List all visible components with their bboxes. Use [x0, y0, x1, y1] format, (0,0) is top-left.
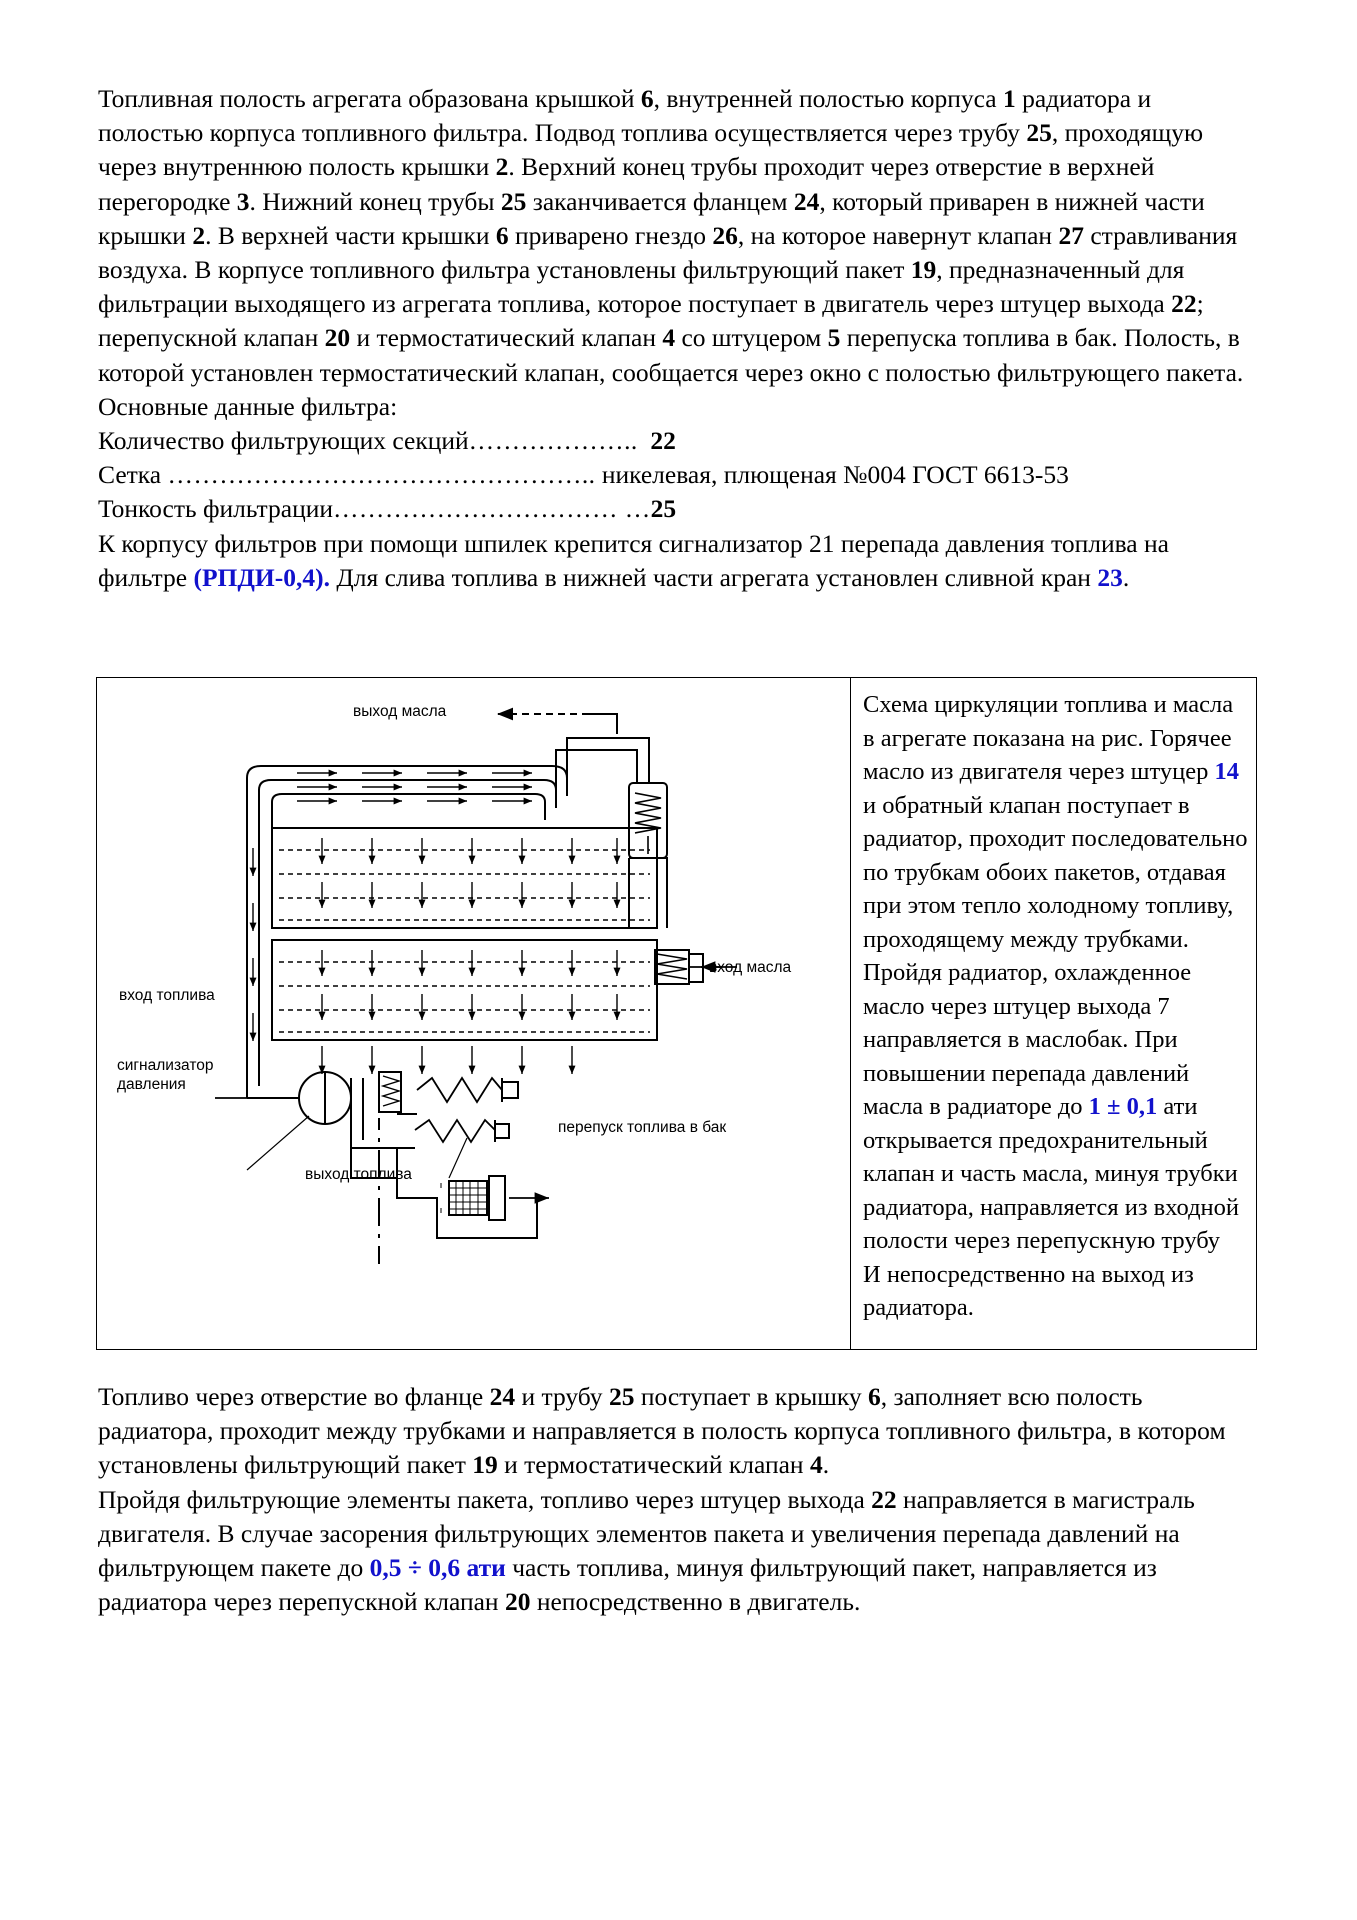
- bp-ref-20: 20: [504, 1587, 531, 1617]
- spec-row-1: [98, 424, 1258, 458]
- caption-part-4: И непосредственно на выход из радиатора.: [863, 1260, 1194, 1321]
- bottom-paragraph-1: [98, 1380, 1258, 1483]
- pressure-signaller-label: [117, 1056, 214, 1094]
- bp-ref-25: 25: [608, 1382, 635, 1411]
- bp-seg5: и термостатический клапан: [497, 1450, 810, 1480]
- top-text-block: [98, 82, 1258, 595]
- closing-text-b: Для слива топлива в нижней части агрегата установлен сливной кран: [329, 562, 1098, 592]
- paragraph-3: [98, 390, 1258, 424]
- caption-part-1: Схема циркуляции топлива и масла в агрегате показана на рис. Горячее масло из двигателя через штуцер: [863, 691, 1234, 785]
- drain-valve-number: 23: [1097, 562, 1123, 592]
- bp-ref-22: 22: [871, 1484, 897, 1514]
- figure-container: [96, 677, 1257, 1350]
- caption-part-2: и обратный клапан поступает в радиатор, проходит последовательно по трубкам обоих пакетов, отдавая при этом тепло холодному топливу, проходящему между трубками. Пройдя радиатор, охлажденное масло через штуцер выхода 7 направляется в маслобак. При повышении перепада давлений масла в радиаторе до: [863, 791, 1248, 1120]
- pressure-signaller-label-line1: сигнализатор: [117, 1057, 214, 1074]
- rpdi-code: (РПДИ-0,4).: [193, 562, 330, 592]
- bp-seg6: .: [822, 1450, 830, 1480]
- pressure-value-2: 0,5 ÷ 0,6 ати: [369, 1553, 506, 1583]
- spec-label-2: Сетка: [98, 460, 168, 490]
- spec-dots-3: …………………………… …: [333, 494, 651, 524]
- schematic-svg: [97, 678, 851, 1349]
- bp-seg4: , заполняет всю полость радиатора, проходит между трубками и направляется в полость корпуса топливного фильтра, в котором установлены фильтрующий пакет: [98, 1382, 1226, 1480]
- closing-text-c: .: [1122, 562, 1130, 592]
- oil-inlet-label-text: вход масла: [709, 959, 792, 976]
- fitting-14-number: 14: [1214, 758, 1240, 785]
- bp-seg3: поступает в крышку: [634, 1382, 868, 1411]
- spec-label-1: Количество фильтрующих секций: [98, 426, 469, 456]
- closing-text-a: К корпусу фильтров при помощи шпилек крепится сигнализатор 21 перепада давления топлива на фильтре: [98, 528, 1169, 592]
- pressure-value-1: 1 ± 0,1: [1088, 1093, 1158, 1120]
- figure-caption-paragraph: [863, 688, 1250, 1258]
- paragraph-1: [98, 82, 1258, 321]
- figure-caption-paragraph-2: [863, 1258, 1250, 1325]
- paragraph-2: [98, 321, 1258, 389]
- spec-heading: Основные данные фильтра:: [98, 391, 398, 421]
- spec-dots-2: …………………………………………..: [167, 460, 596, 490]
- bp-seg10: непосредственно в двигатель.: [530, 1587, 861, 1617]
- pressure-signaller-label-line2: давления: [117, 1076, 186, 1093]
- oil-outlet-label: [353, 702, 446, 721]
- fuel-bypass-label-text: перепуск топлива в бак: [558, 1119, 727, 1136]
- bp-seg9: часть топлива, минуя фильтрующий пакет, направляется из радиатора через перепускной клапан: [98, 1553, 1157, 1617]
- figure-caption-block: [851, 678, 1256, 1349]
- fuel-outlet-label: [305, 1165, 412, 1184]
- schematic-diagram: [97, 678, 851, 1349]
- spec-value-2: никелевая, плющеная №004 ГОСТ 6613-53: [601, 460, 1069, 490]
- bp-ref-6: 6: [868, 1382, 881, 1411]
- bottom-paragraph-2: [98, 1483, 1258, 1620]
- spec-dots-1: ………………..: [468, 426, 638, 456]
- bp-seg1: Топливо через отверстие во фланце: [98, 1382, 490, 1411]
- paragraph-2-text: перепускной клапан 20 и термостатический клапан 4 со штуцером 5 перепуска топлива в бак. Полость, в которой установлен термостатический клапан, сообщается через окно с полостью фильтрующего пакета.: [98, 323, 1244, 387]
- spec-label-3: Тонкость фильтрации: [98, 494, 334, 524]
- bp-ref-19: 19: [472, 1450, 498, 1480]
- fuel-outlet-label-text: выход топлива: [305, 1166, 412, 1183]
- spec-value-1: 22: [650, 426, 676, 456]
- paragraph-closing: [98, 527, 1258, 595]
- oil-outlet-label-text: выход масла: [353, 703, 447, 720]
- fuel-bypass-label: [558, 1118, 726, 1137]
- bp-seg8: направляется в магистраль двигателя. В случае засорения фильтрующих элементов пакета и увеличения перепада давлений на фильтрующем пакете до: [98, 1484, 1195, 1583]
- spec-row-3: [98, 492, 1258, 526]
- spec-value-3: 25: [650, 494, 677, 524]
- fuel-inlet-label: [119, 986, 215, 1005]
- bp-ref-4: 4: [809, 1450, 823, 1480]
- paragraph-1-text: Топливная полость агрегата образована крышкой 6, внутренней полостью корпуса 1 радиатора и полостью корпуса топливного фильтра. Подвод топлива осуществляется через трубу 25, проходящую через внутреннюю полость крышки 2. Верхний конец трубы проходит через отверстие в верхней перегородке 3. Нижний конец трубы 25 заканчивается фланцем 24, который приварен в нижней части крышки 2. В верхней части крышки 6 приварено гнездо 26, на которое навернут клапан 27 стравливания воздуха. В корпусе топливного фильтра установлены фильтрующий пакет 19, предназначенный для фильтрации выходящего из агрегата топлива, которое поступает в двигатель через штуцер выхода 22;: [98, 84, 1238, 319]
- fuel-inlet-label-text: вход топлива: [119, 987, 215, 1004]
- caption-part-3: ати открывается предохранительный клапан и часть масла, минуя трубки радиатора, направляется из входной полости через перепускную трубу: [863, 1093, 1240, 1254]
- bp-seg2: и трубу: [515, 1382, 609, 1411]
- bp-seg7: Пройдя фильтрующие элементы пакета, топливо через штуцер выхода: [98, 1484, 872, 1514]
- bottom-text-block: [98, 1380, 1258, 1619]
- oil-inlet-label: [709, 958, 791, 977]
- bp-ref-24: 24: [489, 1382, 516, 1411]
- spec-row-2: [98, 458, 1258, 492]
